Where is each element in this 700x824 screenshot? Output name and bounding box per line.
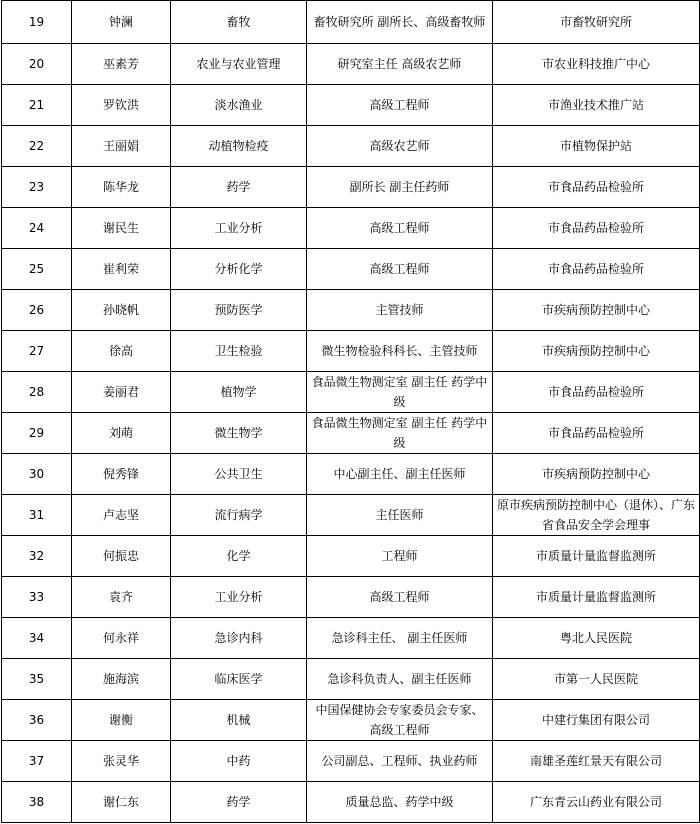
row-number-cell: 32 <box>2 536 72 577</box>
organization-cell: 市食品药品检验所 <box>493 372 700 413</box>
organization-cell: 市疾病预防控制中心 <box>493 331 700 372</box>
position-title-cell: 高级工程师 <box>307 577 493 618</box>
table-row <box>2 618 700 659</box>
table-row <box>2 208 700 249</box>
position-title-cell: 中心副主任、副主任医师 <box>307 454 493 495</box>
row-number-cell: 19 <box>2 1 72 44</box>
row-number-cell: 38 <box>2 782 72 823</box>
specialty-cell: 淡水渔业 <box>171 85 307 126</box>
table-row <box>2 1 700 44</box>
specialty-cell: 化学 <box>171 536 307 577</box>
name-cell: 谢衡 <box>72 700 171 741</box>
name-cell: 何永祥 <box>72 618 171 659</box>
row-number-cell: 36 <box>2 700 72 741</box>
name-cell: 姜丽君 <box>72 372 171 413</box>
specialty-cell: 中药 <box>171 741 307 782</box>
row-number-cell: 29 <box>2 413 72 454</box>
organization-cell: 市渔业技术推广站 <box>493 85 700 126</box>
position-title-cell: 微生物检验科科长、主管技师 <box>307 331 493 372</box>
position-title-cell: 主任医师 <box>307 495 493 536</box>
name-cell: 谢民生 <box>72 208 171 249</box>
name-cell: 徐高 <box>72 331 171 372</box>
specialty-cell: 微生物学 <box>171 413 307 454</box>
specialty-cell: 分析化学 <box>171 249 307 290</box>
table-row <box>2 249 700 290</box>
row-number-cell: 28 <box>2 372 72 413</box>
table-body <box>2 1 700 823</box>
position-title-cell: 公司副总、工程师、执业药师 <box>307 741 493 782</box>
specialty-cell: 工业分析 <box>171 577 307 618</box>
row-number-cell: 24 <box>2 208 72 249</box>
position-title-cell: 主管技师 <box>307 290 493 331</box>
row-number-cell: 21 <box>2 85 72 126</box>
table-row <box>2 167 700 208</box>
position-title-cell: 食品微生物测定室 副主任 药学中级 <box>307 413 493 454</box>
row-number-cell: 27 <box>2 331 72 372</box>
row-number-cell: 23 <box>2 167 72 208</box>
name-cell: 袁齐 <box>72 577 171 618</box>
organization-cell: 市农业科技推广中心 <box>493 44 700 85</box>
specialty-cell: 流行病学 <box>171 495 307 536</box>
specialty-cell: 药学 <box>171 167 307 208</box>
row-number-cell: 20 <box>2 44 72 85</box>
table-row <box>2 126 700 167</box>
name-cell: 施海滨 <box>72 659 171 700</box>
table-row <box>2 659 700 700</box>
organization-cell: 市疾病预防控制中心 <box>493 454 700 495</box>
row-number-cell: 37 <box>2 741 72 782</box>
organization-cell: 南雄圣莲红景天有限公司 <box>493 741 700 782</box>
organization-cell: 市疾病预防控制中心 <box>493 290 700 331</box>
table-row <box>2 577 700 618</box>
organization-cell: 粤北人民医院 <box>493 618 700 659</box>
table-row <box>2 495 700 536</box>
table-row <box>2 536 700 577</box>
row-number-cell: 30 <box>2 454 72 495</box>
name-cell: 卢志坚 <box>72 495 171 536</box>
row-number-cell: 25 <box>2 249 72 290</box>
table-row <box>2 413 700 454</box>
table-row <box>2 782 700 823</box>
table-row <box>2 85 700 126</box>
specialty-cell: 机械 <box>171 700 307 741</box>
organization-cell: 市质量计量监督监测所 <box>493 577 700 618</box>
position-title-cell: 研究室主任 高级农艺师 <box>307 44 493 85</box>
organization-cell: 市食品药品检验所 <box>493 208 700 249</box>
row-number-cell: 34 <box>2 618 72 659</box>
row-number-cell: 33 <box>2 577 72 618</box>
position-title-cell: 高级工程师 <box>307 249 493 290</box>
table-row <box>2 700 700 741</box>
position-title-cell: 高级农艺师 <box>307 126 493 167</box>
table-row <box>2 331 700 372</box>
table-row <box>2 741 700 782</box>
specialty-cell: 预防医学 <box>171 290 307 331</box>
position-title-cell: 高级工程师 <box>307 208 493 249</box>
position-title-cell: 畜牧研究所 副所长、高级畜牧师 <box>307 1 493 44</box>
row-number-cell: 31 <box>2 495 72 536</box>
position-title-cell: 高级工程师 <box>307 85 493 126</box>
name-cell: 巫素芳 <box>72 44 171 85</box>
position-title-cell: 工程师 <box>307 536 493 577</box>
name-cell: 王丽娟 <box>72 126 171 167</box>
specialty-cell: 动植物检疫 <box>171 126 307 167</box>
organization-cell: 广东青云山药业有限公司 <box>493 782 700 823</box>
name-cell: 钟澜 <box>72 1 171 44</box>
organization-cell: 市第一人民医院 <box>493 659 700 700</box>
position-title-cell: 副所长 副主任药师 <box>307 167 493 208</box>
specialty-cell: 急诊内科 <box>171 618 307 659</box>
name-cell: 孙晓帆 <box>72 290 171 331</box>
organization-cell: 市畜牧研究所 <box>493 1 700 44</box>
position-title-cell: 中国保健协会专家委员会专家、高级工程师 <box>307 700 493 741</box>
organization-cell: 市食品药品检验所 <box>493 249 700 290</box>
specialty-cell: 工业分析 <box>171 208 307 249</box>
specialty-cell: 畜牧 <box>171 1 307 44</box>
specialty-cell: 农业与农业管理 <box>171 44 307 85</box>
name-cell: 何振忠 <box>72 536 171 577</box>
organization-cell: 市食品药品检验所 <box>493 413 700 454</box>
position-title-cell: 质量总监、药学中级 <box>307 782 493 823</box>
table-row <box>2 44 700 85</box>
specialty-cell: 药学 <box>171 782 307 823</box>
organization-cell: 市植物保护站 <box>493 126 700 167</box>
table-row <box>2 290 700 331</box>
specialty-cell: 植物学 <box>171 372 307 413</box>
organization-cell: 市质量计量监督监测所 <box>493 536 700 577</box>
position-title-cell: 急诊科主任、 副主任医师 <box>307 618 493 659</box>
name-cell: 罗钦洪 <box>72 85 171 126</box>
organization-cell: 原市疾病预防控制中心（退休）、广东省食品安全学会理事 <box>493 495 700 536</box>
name-cell: 陈华龙 <box>72 167 171 208</box>
specialty-cell: 公共卫生 <box>171 454 307 495</box>
table-row <box>2 454 700 495</box>
name-cell: 崔利荣 <box>72 249 171 290</box>
organization-cell: 市食品药品检验所 <box>493 167 700 208</box>
name-cell: 谢仁东 <box>72 782 171 823</box>
expert-list-table <box>1 0 700 823</box>
table-row <box>2 372 700 413</box>
specialty-cell: 临床医学 <box>171 659 307 700</box>
name-cell: 刘萌 <box>72 413 171 454</box>
name-cell: 张灵华 <box>72 741 171 782</box>
name-cell: 倪秀锋 <box>72 454 171 495</box>
organization-cell: 中建行集团有限公司 <box>493 700 700 741</box>
row-number-cell: 26 <box>2 290 72 331</box>
position-title-cell: 急诊科负责人、副主任医师 <box>307 659 493 700</box>
row-number-cell: 22 <box>2 126 72 167</box>
specialty-cell: 卫生检验 <box>171 331 307 372</box>
position-title-cell: 食品微生物测定室 副主任 药学中级 <box>307 372 493 413</box>
row-number-cell: 35 <box>2 659 72 700</box>
